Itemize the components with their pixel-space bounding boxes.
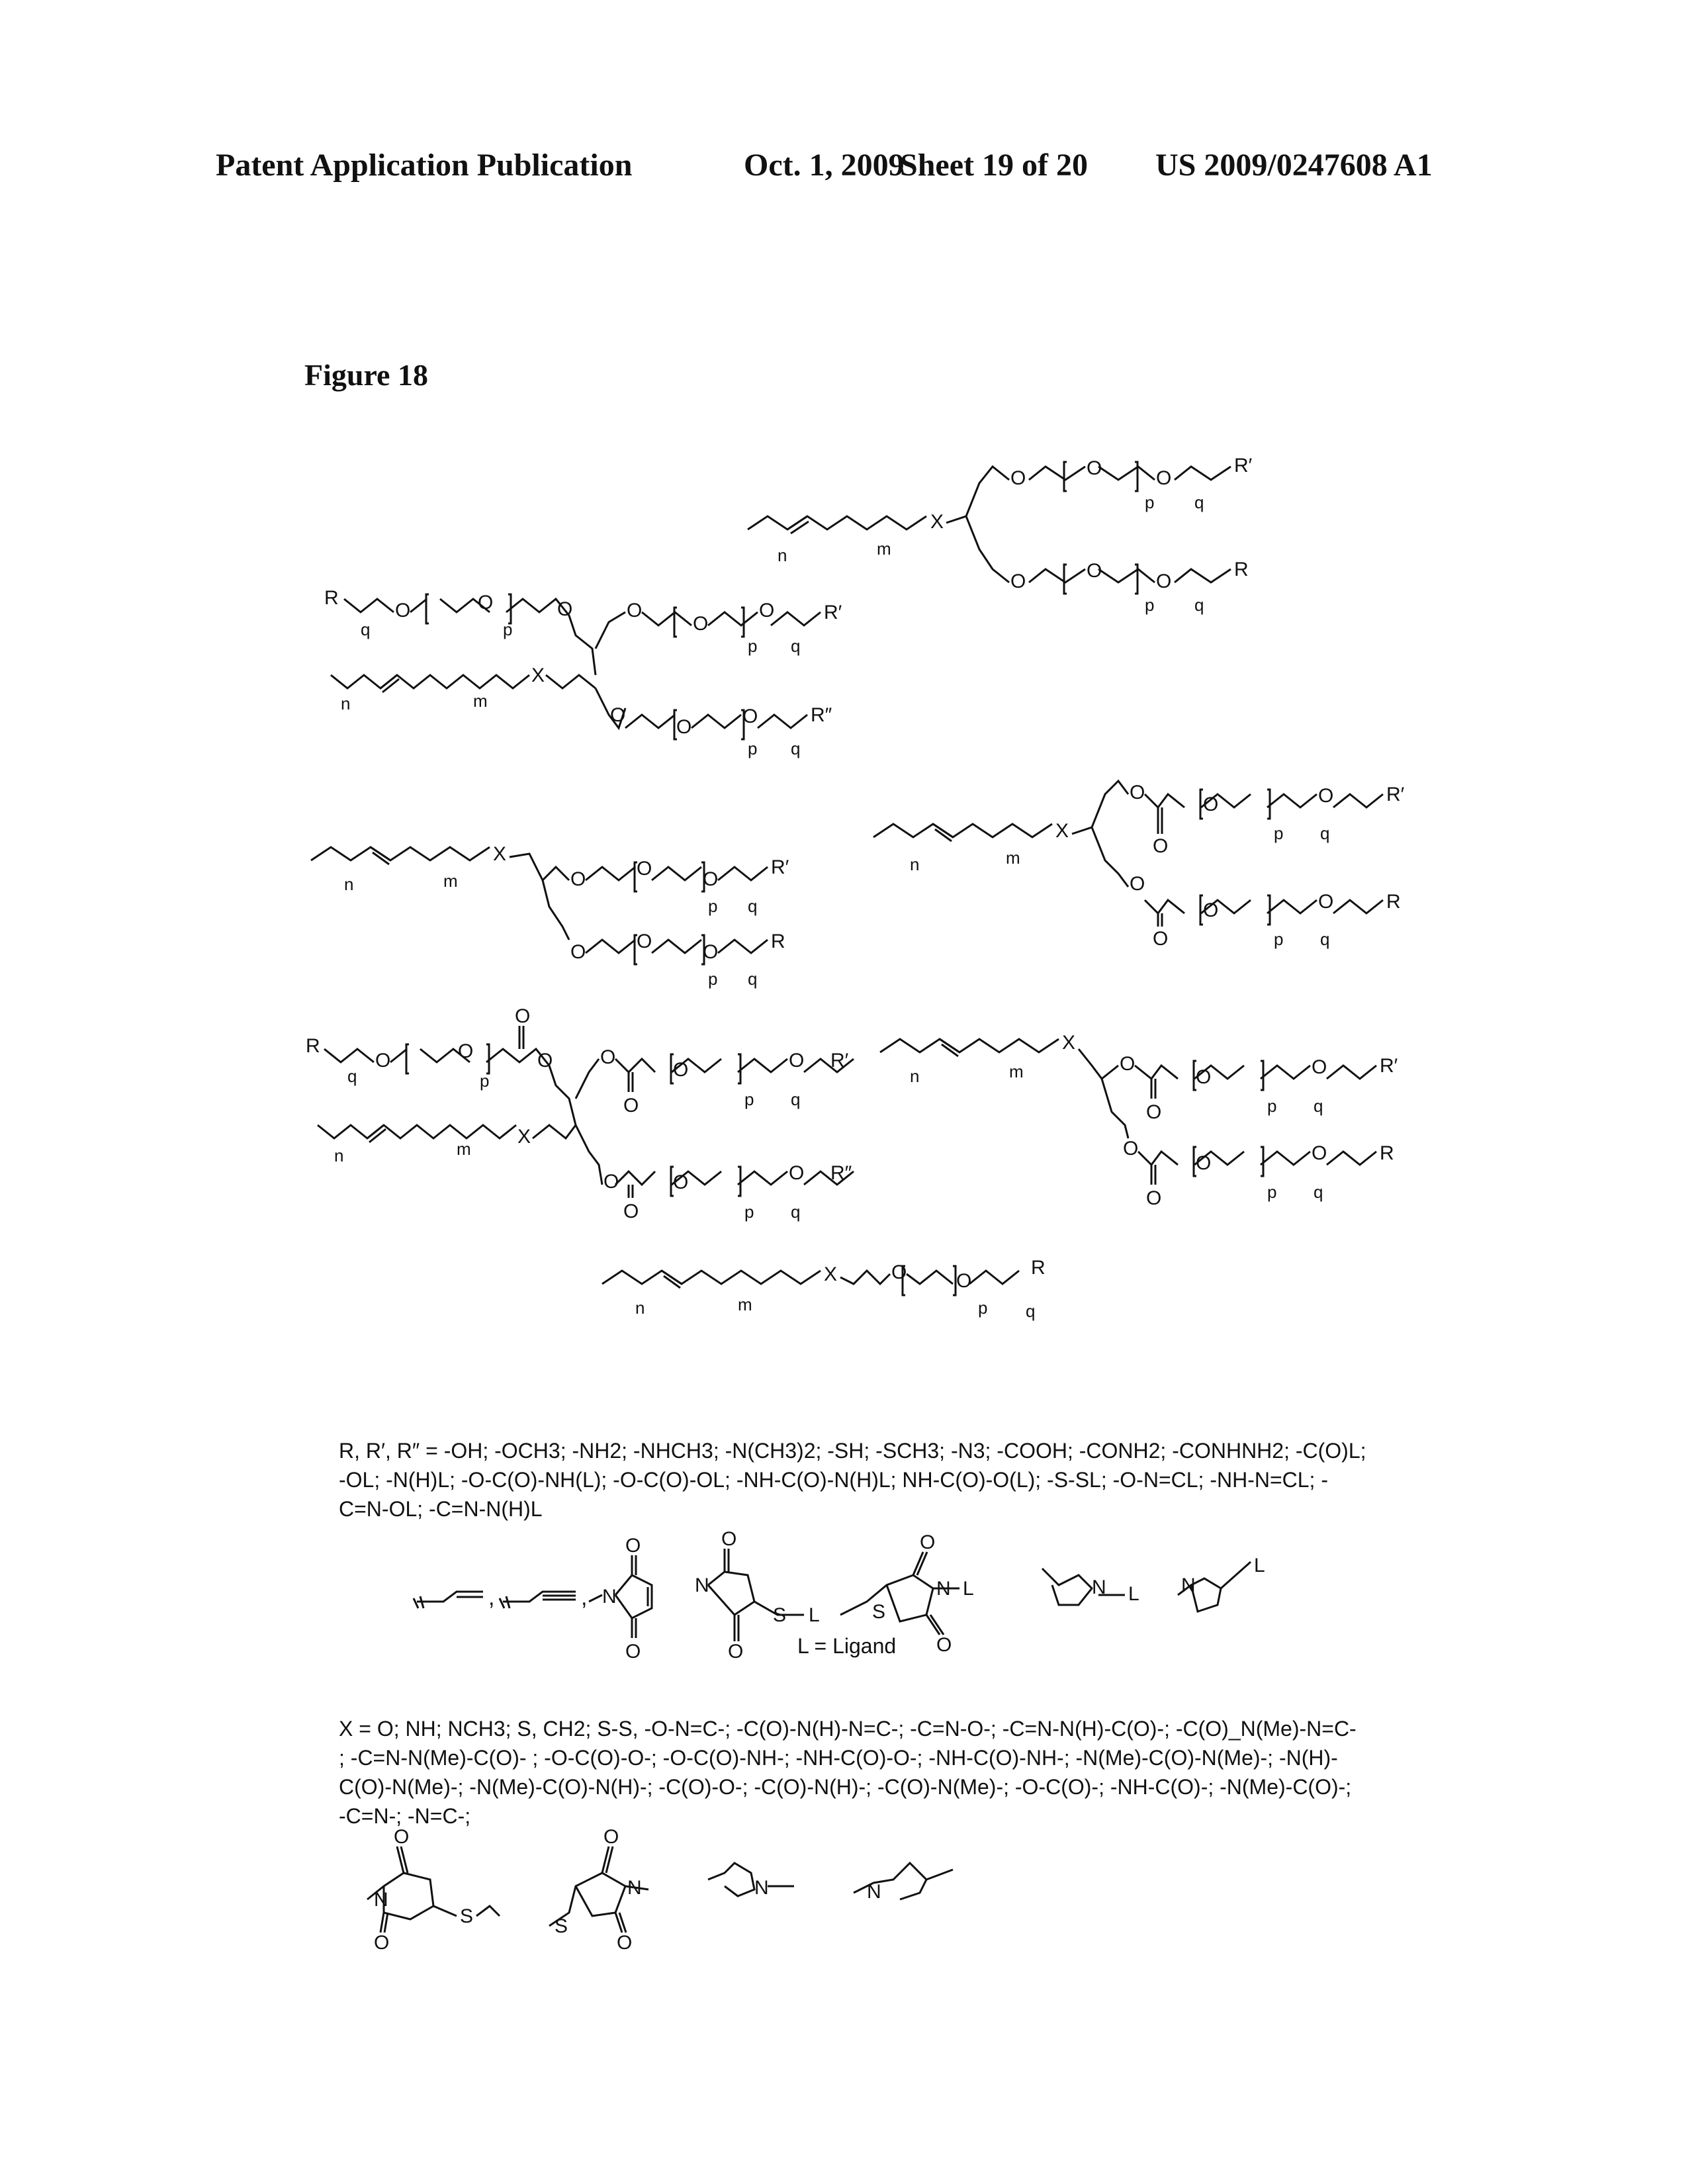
subscript-p: p (1145, 492, 1155, 512)
structure-d (873, 781, 1383, 927)
subscript-n: n (910, 1066, 920, 1086)
atom-r: R (771, 931, 785, 952)
subscript-n: n (334, 1146, 344, 1165)
r-group-illustrations (414, 1549, 1251, 1641)
svg-text:,: , (488, 1585, 495, 1610)
atom-o: O (676, 716, 692, 738)
atom-o: O (703, 868, 719, 890)
atom-o: O (623, 1201, 639, 1222)
subscript-m: m (877, 539, 891, 559)
x-group-definitions (339, 1714, 1371, 1831)
header-sheet: Sheet 19 of 20 (900, 148, 1088, 183)
atom-o: O (1130, 873, 1145, 895)
atom-o: O (728, 1641, 744, 1662)
header-patent-number: US 2009/0247608 A1 (1155, 148, 1433, 183)
svg-text:,: , (581, 1585, 588, 1610)
subscript-q: q (1314, 1096, 1323, 1116)
subscript-q: q (361, 619, 371, 639)
atom-o: O (623, 1095, 639, 1116)
atom-s: S (773, 1604, 787, 1626)
atom-o: O (600, 1046, 616, 1068)
atom-r: R (306, 1035, 320, 1057)
atom-o: O (673, 1171, 689, 1193)
subscript-p: p (1267, 1182, 1277, 1202)
subscript-m: m (738, 1295, 752, 1314)
atom-o: O (570, 868, 586, 890)
atom-o: O (673, 1059, 689, 1081)
atom-o: O (1010, 467, 1026, 489)
subscript-p: p (978, 1298, 988, 1318)
atom-r2: R″ (830, 1162, 852, 1184)
atom-o: O (570, 941, 586, 963)
atom-l: L (809, 1604, 820, 1626)
subscript-p: p (708, 896, 718, 916)
atom-o: O (789, 1050, 805, 1071)
atom-r2: R″ (811, 704, 832, 726)
atom-o: O (759, 600, 775, 621)
atom-x: X (930, 511, 944, 533)
atom-o: O (1156, 467, 1172, 489)
structure-e (318, 1026, 854, 1198)
atom-o: O (1153, 928, 1169, 950)
atom-l: L (963, 1578, 974, 1600)
x-definition-line: C(O)-N(Me)-; -N(Me)-C(O)-N(H)-; -C(O)-O-; -C(O)-N(H)-; -C(O)-N(Me)-; -O-C(O)-; -NH-C(O)-; -N(Me)-C(O)-; (339, 1775, 1352, 1799)
atom-n: N (602, 1586, 617, 1608)
atom-o: O (374, 1932, 390, 1954)
r-definition-line: C=N-OL; -C=N-N(H)L (339, 1497, 543, 1521)
atom-o: O (1010, 570, 1026, 592)
subscript-q: q (1194, 492, 1204, 512)
subscript-p: p (744, 1089, 754, 1109)
atom-r: R (1386, 891, 1401, 913)
atom-n: N (695, 1574, 709, 1596)
atom-o: O (1120, 1053, 1136, 1075)
subscript-n: n (635, 1298, 645, 1318)
subscript-m: m (443, 871, 458, 891)
atom-r: R (1380, 1142, 1394, 1164)
subscript-p: p (748, 739, 758, 758)
subscript-p: p (748, 636, 758, 656)
atom-s: S (460, 1905, 474, 1927)
r-group-definitions (339, 1436, 1371, 1524)
atom-o: O (625, 1641, 641, 1662)
subscript-q: q (748, 969, 758, 989)
atom-o: O (956, 1270, 972, 1292)
atom-o: O (1087, 560, 1102, 582)
atom-o: O (394, 1826, 410, 1848)
header-publication: Patent Application Publication (216, 148, 633, 183)
atom-r1: R′ (1234, 455, 1253, 477)
atom-o: O (375, 1050, 391, 1071)
atom-o: O (1312, 1142, 1327, 1164)
subscript-p: p (503, 619, 513, 639)
atom-o: O (1153, 835, 1169, 857)
atom-r1: R′ (1380, 1055, 1398, 1077)
subscript-p: p (744, 1202, 754, 1222)
subscript-q: q (1026, 1301, 1036, 1321)
atom-x: X (1062, 1032, 1076, 1054)
header-date: Oct. 1, 2009 (744, 148, 905, 183)
subscript-m: m (1009, 1062, 1024, 1081)
atom-o: O (1203, 899, 1219, 921)
atom-o: O (537, 1050, 553, 1071)
subscript-p: p (1274, 823, 1284, 843)
subscript-q: q (1320, 929, 1330, 949)
atom-o: O (1196, 1066, 1212, 1088)
subscript-q: q (347, 1066, 357, 1086)
atom-n: N (1181, 1574, 1196, 1596)
atom-o: O (478, 592, 494, 614)
atom-o: O (458, 1040, 474, 1062)
atom-o: O (1318, 785, 1334, 807)
subscript-q: q (1314, 1182, 1323, 1202)
atom-l: L (1254, 1555, 1265, 1576)
atom-o: O (1146, 1187, 1162, 1209)
atom-o: O (617, 1932, 633, 1954)
atom-o: O (1196, 1152, 1212, 1174)
subscript-n: n (341, 694, 351, 713)
subscript-q: q (791, 636, 801, 656)
atom-o: O (789, 1162, 805, 1184)
subscript-p: p (1274, 929, 1284, 949)
subscript-q: q (748, 896, 758, 916)
atom-o: O (1123, 1138, 1139, 1160)
atom-s: S (555, 1915, 568, 1937)
subscript-q: q (791, 1202, 801, 1222)
atom-o: O (515, 1005, 531, 1027)
atom-r: R (324, 587, 339, 609)
atom-o: O (1146, 1101, 1162, 1123)
subscript-n: n (344, 874, 354, 894)
atom-o: O (603, 1826, 619, 1848)
atom-o: O (721, 1528, 737, 1550)
ligand-note: L = Ligand (797, 1634, 897, 1658)
atom-o: O (557, 598, 573, 620)
subscript-q: q (791, 739, 801, 758)
subscript-n: n (778, 545, 787, 565)
atom-x: X (531, 664, 545, 686)
x-definition-line: ; -C=N-N(Me)-C(O)- ; -O-C(O)-O-; -O-C(O)-NH-; -NH-C(O)-O-; -NH-C(O)-NH-; -N(Me)-C(O)-N(Me)-; -N(H)- (339, 1746, 1338, 1770)
subscript-p: p (480, 1071, 490, 1091)
subscript-n: n (910, 854, 920, 874)
atom-n: N (936, 1578, 951, 1600)
subscript-p: p (708, 969, 718, 989)
atom-r1: R′ (771, 856, 789, 878)
atom-n: N (867, 1881, 881, 1903)
subscript-q: q (791, 1089, 801, 1109)
structure-c (311, 847, 768, 964)
x-definition-line: X = O; NH; NCH3; S, CH2; S-S, -O-N=C-; -C(O)-N(H)-N=C-; -C=N-O-; -C=N-N(H)-C(O)-; -C(O)_N(Me)-N=C- (339, 1717, 1357, 1741)
atom-o: O (693, 613, 709, 635)
atom-x: X (517, 1126, 531, 1148)
atom-o: O (703, 941, 719, 963)
r-definition-line: -OL; -N(H)L; -O-C(O)-NH(L); -O-C(O)-OL; -NH-C(O)-N(H)L; NH-C(O)-O(L); -S-SL; -O-N=CL; -NH-N=CL; - (339, 1468, 1328, 1492)
atom-n: N (1092, 1576, 1106, 1598)
figure-title: Figure 18 (304, 358, 428, 392)
atom-o: O (625, 1535, 641, 1557)
subscript-p: p (1267, 1096, 1277, 1116)
atom-s: S (872, 1601, 886, 1623)
atom-r1: R′ (830, 1050, 849, 1071)
atom-o: O (603, 1171, 619, 1193)
atom-x: X (824, 1263, 838, 1285)
atom-o: O (627, 600, 643, 621)
atom-r: R (1234, 559, 1249, 580)
atom-o: O (637, 931, 652, 952)
subscript-q: q (1194, 595, 1204, 615)
x-definition-line: -C=N-; -N=C-; (339, 1804, 471, 1828)
atom-o: O (936, 1634, 952, 1656)
atom-x: X (1055, 820, 1069, 842)
r-definition-line: R, R′, R″ = -OH; -OCH3; -NH2; -NHCH3; -N(CH3)2; -SH; -SCH3; -N3; -COOH; -CONH2; -CONHNH2; -C(O)L; (339, 1439, 1366, 1463)
atom-n: N (754, 1877, 769, 1899)
atom-o: O (1130, 782, 1145, 803)
atom-r1: R′ (1386, 784, 1405, 805)
atom-n: N (374, 1889, 388, 1911)
atom-o: O (395, 600, 411, 621)
atom-o: O (610, 704, 626, 726)
atom-n: N (627, 1877, 642, 1899)
subscript-p: p (1145, 595, 1155, 615)
atom-l: L (1128, 1583, 1139, 1605)
subscript-m: m (1006, 848, 1020, 868)
atom-r: R (1031, 1257, 1046, 1279)
atom-r1: R′ (824, 602, 842, 623)
subscript-m: m (457, 1139, 471, 1159)
atom-o: O (1318, 891, 1334, 913)
atom-o: O (920, 1531, 936, 1553)
atom-o: O (1156, 570, 1172, 592)
atom-x: X (493, 843, 507, 865)
atom-o: O (1203, 794, 1219, 815)
atom-o: O (1087, 457, 1102, 479)
linker-illustrations (367, 1846, 953, 1933)
atom-o: O (891, 1261, 907, 1283)
atom-o: O (1312, 1056, 1327, 1078)
subscript-q: q (1320, 823, 1330, 843)
atom-o: O (637, 858, 652, 880)
subscript-m: m (473, 691, 488, 711)
atom-o: O (742, 705, 758, 727)
